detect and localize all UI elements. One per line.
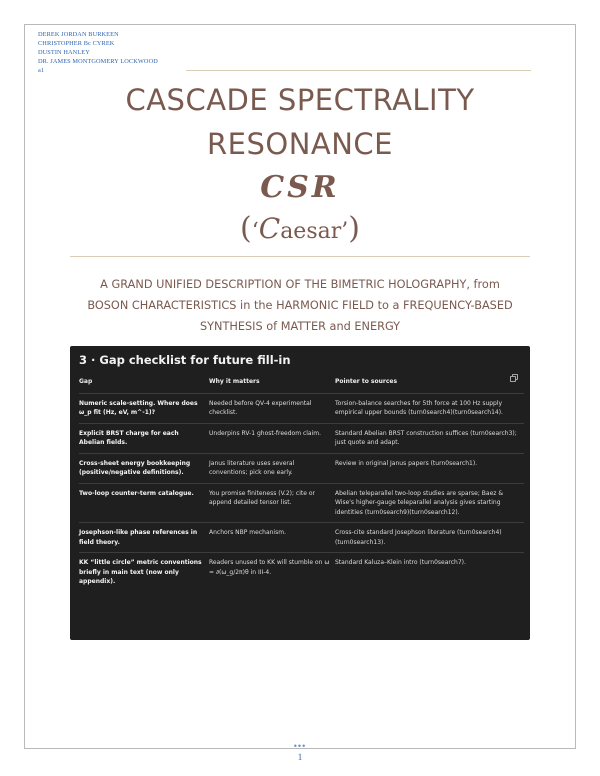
acronym: CSR (260, 170, 340, 205)
gap-cell: Cross-sheet energy bookkeeping (positive/negative definitions). (79, 453, 209, 483)
header-why: Why it matters (209, 377, 335, 393)
header-pointer: Pointer to sources (335, 377, 524, 393)
author-name: CHRISTOPHER Bc CYREK (38, 40, 115, 47)
author-name: DUSTIN HANLEY (38, 49, 90, 56)
quote-close: ’ (341, 219, 349, 244)
gap-cell: Josephson-like phase references in field theory. (79, 523, 209, 553)
author-name: DR. JAMES MONTGOMERY LOCKWOOD (38, 58, 158, 65)
pointer-cell: Review in original Janus papers (turn0search1). (335, 453, 524, 483)
table-header-row (79, 377, 524, 393)
why-cell: Anchors NBP mechanism. (209, 523, 335, 553)
header-gap: Gap (79, 377, 209, 393)
why-cell: Needed before QV-4 experimental checklist. (209, 393, 335, 423)
title-divider (70, 256, 530, 257)
pronunciation-rest: aesar (280, 219, 342, 244)
pointer-cell: Standard Abelian BRST construction suffices (turn0search3); just quote and adapt. (335, 423, 524, 453)
table-row (79, 453, 524, 483)
paren-open: ( (240, 211, 252, 246)
table-row (79, 423, 524, 453)
pointer-cell: Standard Kaluza–Klein intro (turn0search7). (335, 559, 466, 566)
why-cell: Readers unused to KK will stumble on ω = ∂(ω_g/2π)θ in III-4. (209, 559, 330, 576)
gap-cell: Numeric scale-setting. Where does ω_p fit (Hz, eV, m^-1)? (79, 393, 209, 423)
why-cell: You promise finiteness (V.2); cite or append detailed tensor list. (209, 483, 335, 523)
table-row (79, 483, 524, 523)
author-affiliation-mark: a1 (38, 67, 45, 74)
more-options-icon[interactable]: ••• (293, 741, 307, 751)
table-row (79, 523, 524, 553)
why-cell: Janus literature uses several conventions; pick one early. (209, 453, 335, 483)
pointer-cell: Abelian teleparallel two-loop studies are sparse; Baez & Wise's higher-gauge teleparallel analysis gives starting identities (turn0search9)(turn0search12). (335, 483, 524, 523)
page-number: 1 (297, 752, 303, 762)
gap-cell: Two-loop counter-term catalogue. (79, 483, 209, 523)
gap-table (79, 377, 524, 592)
table-row (79, 553, 524, 592)
subtitle: A GRAND UNIFIED DESCRIPTION OF THE BIMETRIC HOLOGRAPHY, from BOSON CHARACTERISTICS in the HARMONIC FIELD to a FREQUENCY-BASED SYNTHESIS of MATTER and ENERGY (87, 278, 513, 333)
pointer-cell: Torsion-balance searches for 5th force at 100 Hz supply empirical upper bounds (turn0search4)(turn0search14). (335, 393, 524, 423)
header-divider (186, 70, 531, 71)
why-cell: Underpins RV-1 ghost-freedom claim. (209, 423, 335, 453)
pointer-cell: Cross-cite standard Josephson literature (turn0search4)(turn0search13). (335, 523, 524, 553)
page-title-line-2: RESONANCE (206, 127, 393, 161)
gap-cell: Explicit BRST charge for each Abelian fields. (79, 423, 209, 453)
author-list (38, 30, 158, 75)
page-title-line-1: CASCADE SPECTRALITY (125, 83, 475, 117)
pronunciation-c: C (258, 212, 281, 245)
gap-cell: KK “little circle” metric conventions briefly in main text (now only appendix). (79, 559, 202, 585)
paren-close: ) (348, 211, 360, 246)
author-name: DEREK JORDAN BURKEEN (38, 31, 119, 38)
table-row (79, 393, 524, 423)
pronunciation (0, 209, 600, 252)
gap-checklist-panel (70, 346, 530, 640)
panel-title: 3 · Gap checklist for future fill-in (79, 353, 291, 367)
quote-open: ‘ (251, 219, 259, 244)
